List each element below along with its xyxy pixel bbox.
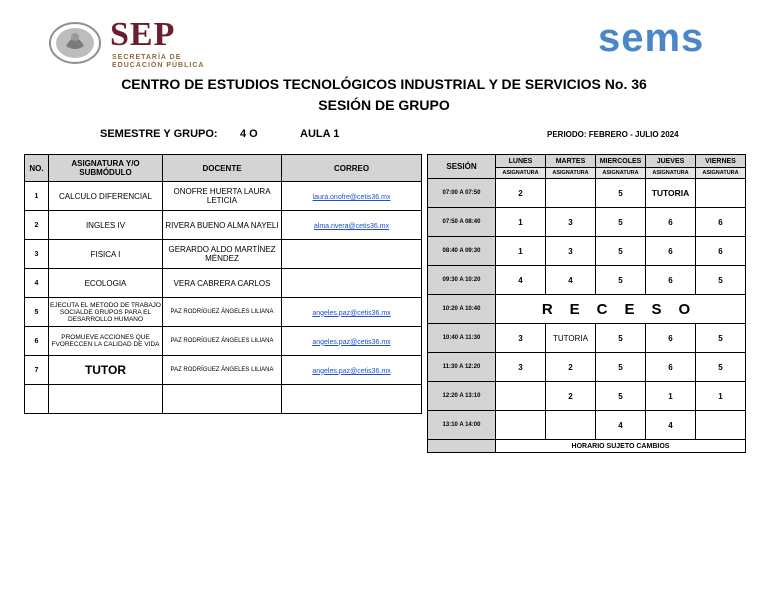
schedule-cell: 4 [546, 266, 596, 295]
schedule-cell: 6 [696, 237, 746, 266]
schedule-cell: 1 [496, 237, 546, 266]
schedule-cell: 5 [596, 179, 646, 208]
docente-cell: GERARDO ALDO MARTÍNEZ MÉNDEZ [163, 240, 282, 269]
time-slot: 09:30 A 10:20 [428, 266, 496, 295]
correo-cell [282, 240, 422, 269]
schedule-row [428, 179, 746, 208]
schedule-cell: 6 [646, 353, 696, 382]
correo-cell [282, 211, 422, 240]
schedule-cell: 2 [546, 382, 596, 411]
asignatura-cell: FISICA I [49, 240, 163, 269]
row-number: 4 [25, 269, 49, 298]
receso-label: RECESO [496, 295, 746, 324]
sep-logo-subtitle: EDUCACIÓN PÚBLICA [112, 62, 205, 69]
schedule-row [428, 353, 746, 382]
schedule-cell: 5 [596, 208, 646, 237]
schedule-cell: 4 [496, 266, 546, 295]
row-number: 3 [25, 240, 49, 269]
email-link[interactable]: laura.onofre@cetis36.mx [312, 193, 391, 201]
table-row-empty [25, 385, 422, 414]
column-header-day: MIERCOLES [596, 155, 646, 168]
table-row [25, 240, 422, 269]
sep-logo: SEP [110, 16, 176, 53]
schedule-cell: 1 [496, 208, 546, 237]
docente-cell: VERA CABRERA CARLOS [163, 269, 282, 298]
docente-cell: PAZ RODRÍGUEZ ÁNGELES LILIANA [163, 298, 282, 327]
schedule-cell: 3 [546, 208, 596, 237]
schedule-row [428, 237, 746, 266]
time-slot: 07:00 A 07:50 [428, 179, 496, 208]
time-slot: 13:10 A 14:00 [428, 411, 496, 440]
schedule-row [428, 411, 746, 440]
footer-blank-cell [428, 440, 496, 453]
column-header-day: MARTES [546, 155, 596, 168]
asignatura-cell: TUTOR [49, 356, 163, 385]
column-header-day: JUEVES [646, 155, 696, 168]
empty-cell [49, 385, 163, 414]
semestre-label: SEMESTRE Y GRUPO: [100, 128, 218, 140]
email-link[interactable]: angeles.paz@cetis36.mx [312, 338, 391, 346]
schedule-cell: 5 [696, 324, 746, 353]
column-subheader: ASIGNATURA [596, 168, 646, 179]
column-header-docente: DOCENTE [163, 155, 282, 182]
schedule-cell: 2 [546, 353, 596, 382]
schedule-table [427, 154, 746, 453]
schedule-cell: 3 [496, 324, 546, 353]
asignatura-cell: EJECUTA EL METODO DE TRABAJO SOCIALDE GRUPOS PARA EL DESARROLLO HUMANO [49, 298, 163, 327]
schedule-cell [696, 179, 746, 208]
schedule-cell: 1 [646, 382, 696, 411]
table-row [25, 211, 422, 240]
schedule-row [428, 266, 746, 295]
schedule-cell [496, 411, 546, 440]
aula-label: AULA 1 [300, 128, 340, 140]
document-subtitle: SESIÓN DE GRUPO [318, 97, 450, 113]
docente-cell: ONOFRE HUERTA LAURA LETICIA [163, 182, 282, 211]
row-number: 6 [25, 327, 49, 356]
correo-cell [282, 269, 422, 298]
time-slot: 07:50 A 08:40 [428, 208, 496, 237]
column-subheader: ASIGNATURA [546, 168, 596, 179]
schedule-cell [546, 179, 596, 208]
empty-cell [282, 385, 422, 414]
schedule-cell: 5 [596, 266, 646, 295]
schedule-cell: 5 [696, 353, 746, 382]
schedule-cell: TUTORIA [546, 324, 596, 353]
empty-cell [25, 385, 49, 414]
schedule-cell [496, 382, 546, 411]
time-slot: 08:40 A 09:30 [428, 237, 496, 266]
schedule-cell: 4 [596, 411, 646, 440]
schedule-cell: 3 [496, 353, 546, 382]
sems-logo: sems [598, 16, 705, 60]
semestre-value: 4 O [240, 128, 258, 140]
schedule-cell: 5 [596, 382, 646, 411]
schedule-row [428, 324, 746, 353]
mexico-seal-icon [48, 22, 102, 64]
schedule-cell: 2 [496, 179, 546, 208]
asignatura-cell: PROMUEVE ACCIONES QUE FVORECCEN LA CALIDAD DE VIDA [49, 327, 163, 356]
time-slot: 12:20 A 13:10 [428, 382, 496, 411]
schedule-cell: 3 [546, 237, 596, 266]
schedule-cell: 5 [696, 266, 746, 295]
schedule-footer-row [428, 440, 746, 453]
docente-cell: PAZ RODRÍGUEZ ÁNGELES LILIANA [163, 356, 282, 385]
column-header-no: NO. [25, 155, 49, 182]
column-header-day: VIERNES [696, 155, 746, 168]
table-row [25, 269, 422, 298]
schedule-footer-note: HORARIO SUJETO CAMBIOS [496, 440, 746, 453]
schedule-cell: 6 [646, 266, 696, 295]
schedule-cell: 6 [646, 208, 696, 237]
schedule-row [428, 208, 746, 237]
column-subheader: ASIGNATURA [496, 168, 546, 179]
asignatura-cell: ECOLOGIA [49, 269, 163, 298]
time-slot: 10:20 A 10:40 [428, 295, 496, 324]
column-subheader: ASIGNATURA [646, 168, 696, 179]
schedule-cell [696, 411, 746, 440]
email-link[interactable]: alma.rivera@cetis36.mx [313, 222, 390, 230]
schedule-cell: TUTORIA [646, 179, 696, 208]
row-number: 5 [25, 298, 49, 327]
asignatura-cell: INGLES IV [49, 211, 163, 240]
schedule-cell: 5 [596, 324, 646, 353]
schedule-row [428, 382, 746, 411]
time-slot: 10:40 A 11:30 [428, 324, 496, 353]
column-header-day: LUNES [496, 155, 546, 168]
email-link[interactable]: angeles.paz@cetis36.mx [312, 309, 391, 317]
column-header-correo: CORREO [282, 155, 422, 182]
docente-cell: PAZ RODRÍGUEZ ÁNGELES LILIANA [163, 327, 282, 356]
empty-cell [163, 385, 282, 414]
schedule-cell: 4 [646, 411, 696, 440]
time-slot: 11:30 A 12:20 [428, 353, 496, 382]
schedule-cell: 1 [696, 382, 746, 411]
asignatura-cell: CALCULO DIFERENCIAL [49, 182, 163, 211]
correo-cell [282, 298, 422, 327]
correo-cell [282, 327, 422, 356]
schedule-row-receso [428, 295, 746, 324]
column-header-asignatura: ASIGNATURA Y/O SUBMÓDULO [49, 155, 163, 182]
row-number: 7 [25, 356, 49, 385]
table-row [25, 298, 422, 327]
periodo-label: PERIODO: FEBRERO - JULIO 2024 [547, 130, 679, 139]
subjects-table [24, 154, 422, 414]
correo-cell [282, 356, 422, 385]
schedule-cell: 5 [596, 237, 646, 266]
table-row [25, 356, 422, 385]
docente-cell: RIVERA BUENO ALMA NAYELI [163, 211, 282, 240]
correo-cell [282, 182, 422, 211]
document-title: CENTRO DE ESTUDIOS TECNOLÓGICOS INDUSTRIAL Y DE SERVICIOS No. 36 [121, 76, 647, 92]
schedule-cell: 6 [646, 324, 696, 353]
column-header-sesion: SESIÓN [428, 155, 496, 179]
schedule-cell: 5 [596, 353, 646, 382]
schedule-cell [546, 411, 596, 440]
table-row [25, 182, 422, 211]
table-row [25, 327, 422, 356]
row-number: 2 [25, 211, 49, 240]
sep-logo-subtitle: SECRETARÍA DE [112, 54, 182, 61]
schedule-cell: 6 [696, 208, 746, 237]
row-number: 1 [25, 182, 49, 211]
email-link[interactable]: angeles.paz@cetis36.mx [312, 367, 391, 375]
schedule-cell: 6 [646, 237, 696, 266]
column-subheader: ASIGNATURA [696, 168, 746, 179]
